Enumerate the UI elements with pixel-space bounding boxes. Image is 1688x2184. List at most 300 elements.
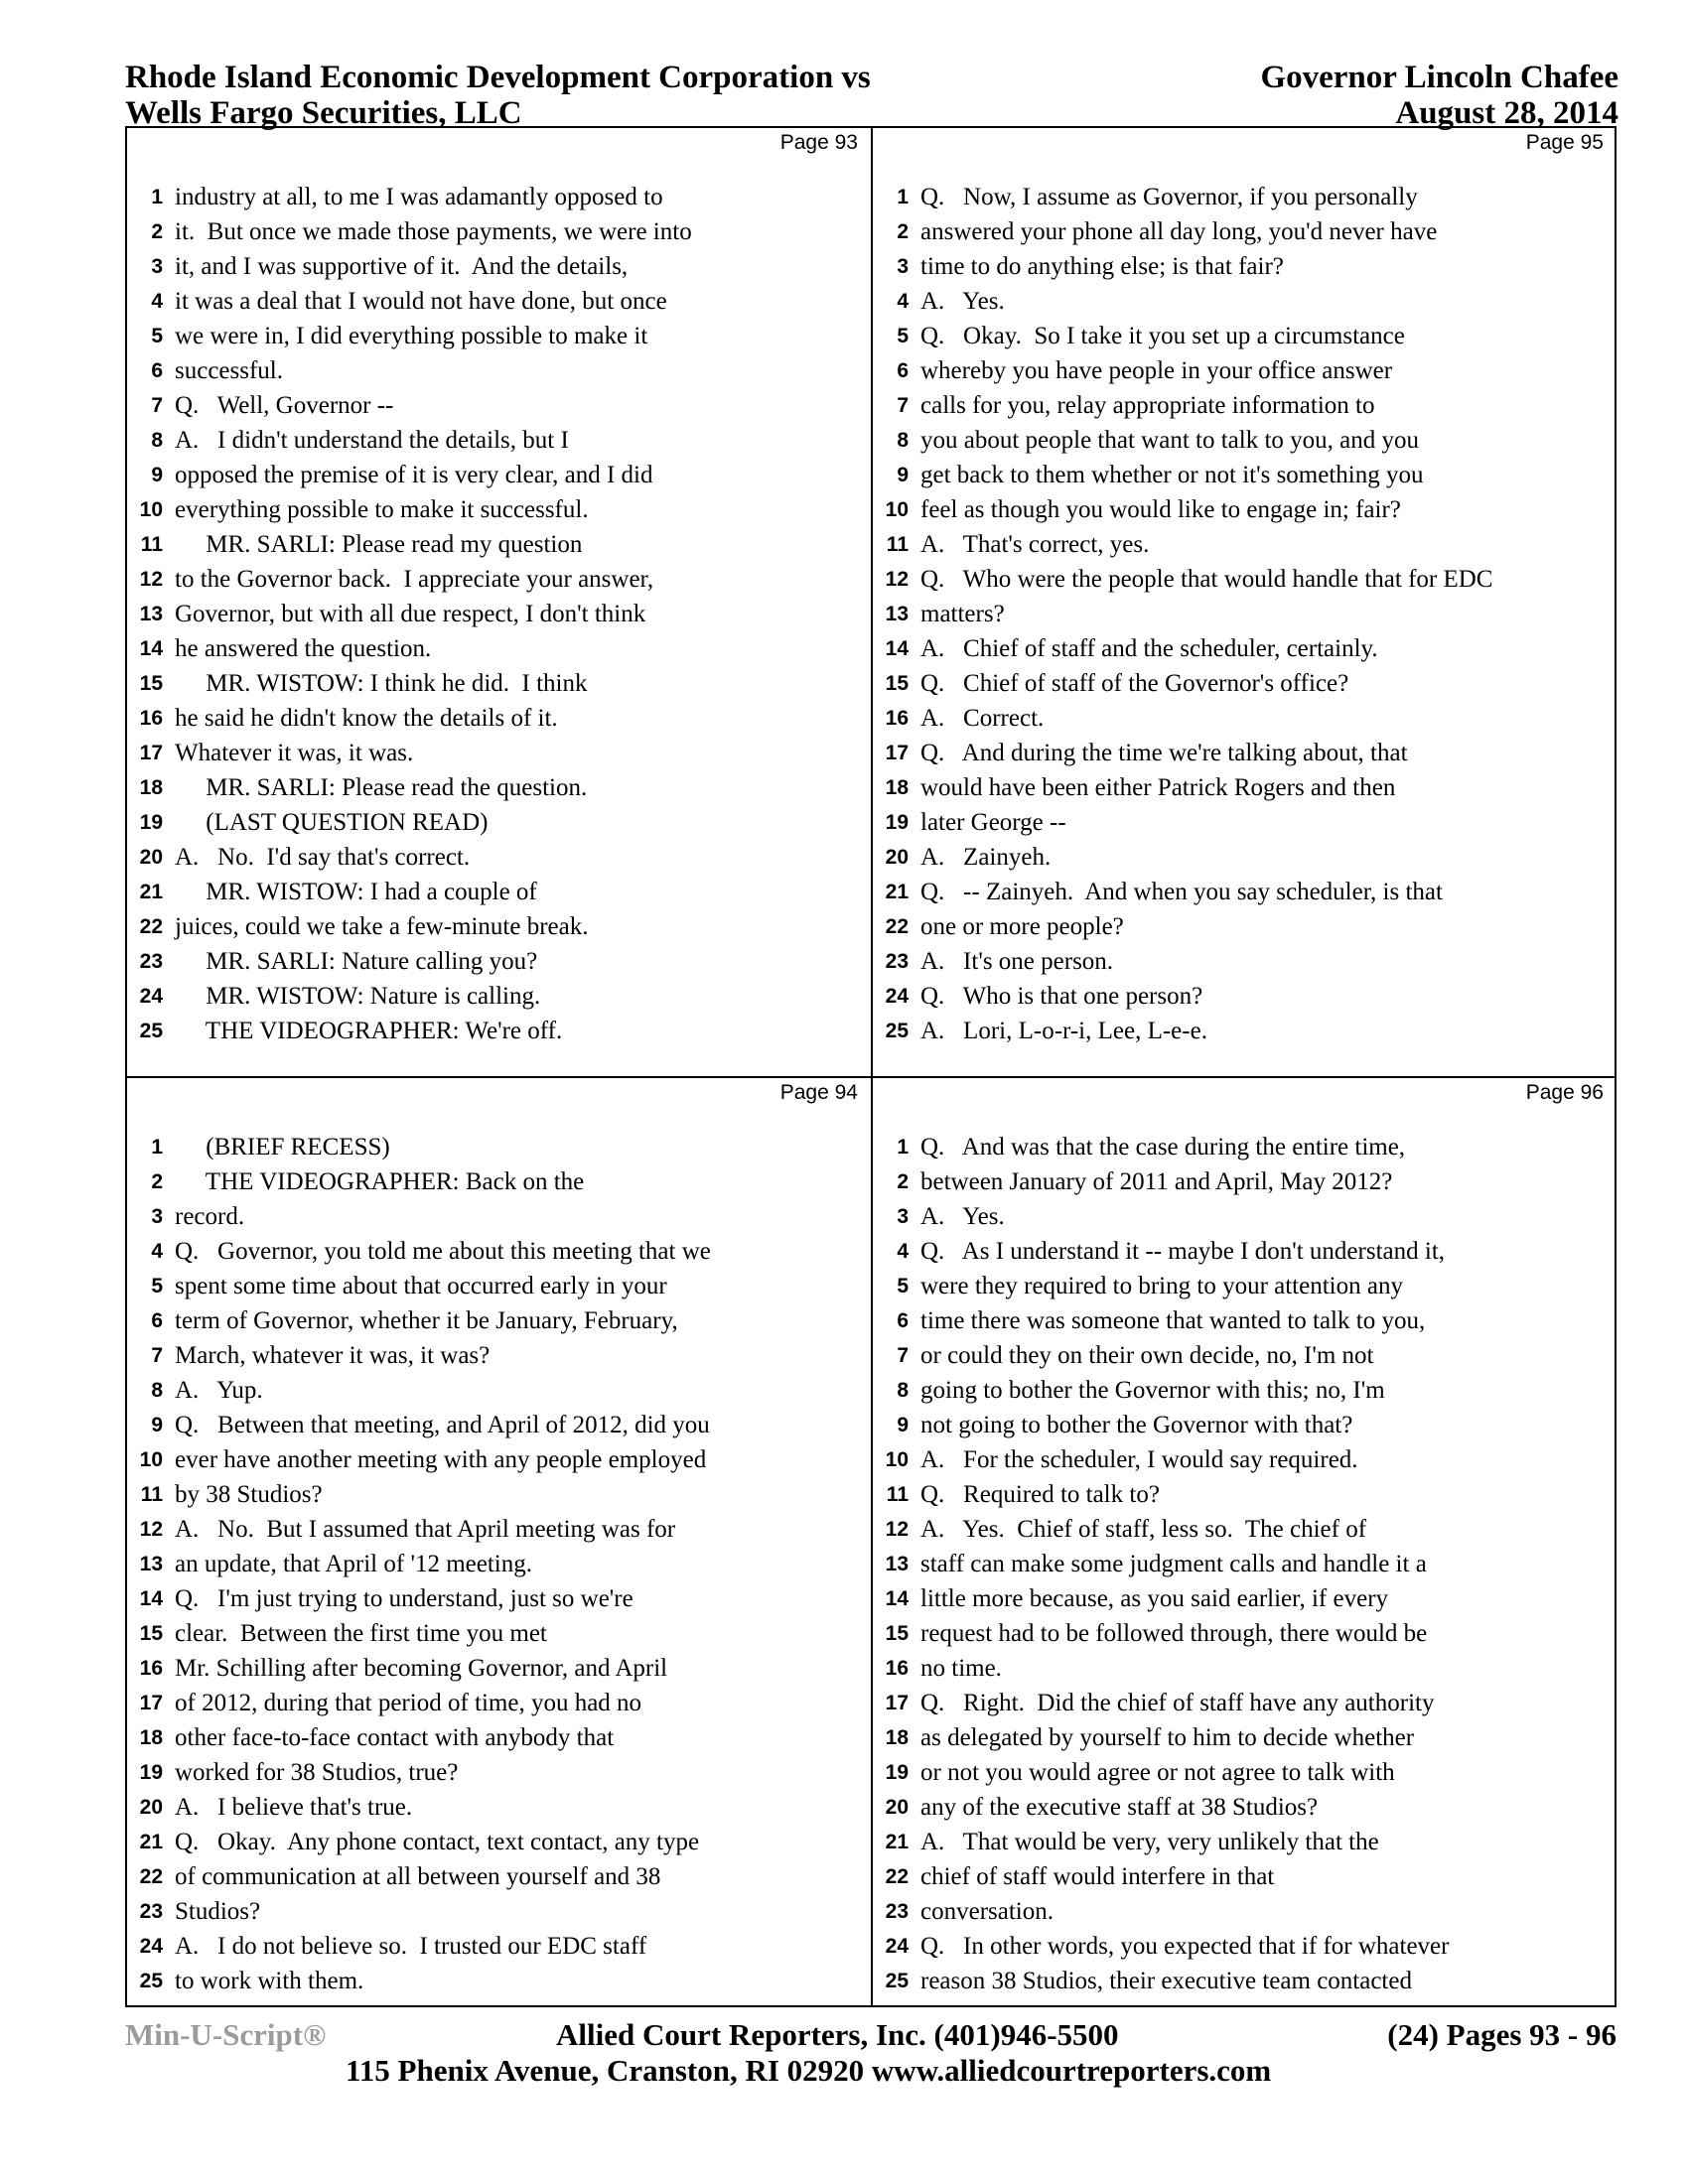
line-text: Mr. Schilling after becoming Governor, and April — [175, 1655, 668, 1682]
transcript-line — [127, 1477, 872, 1512]
line-number: 20 — [139, 846, 163, 869]
line-text: juices, could we take a few-minute break. — [175, 913, 589, 940]
transcript-line — [127, 944, 872, 979]
deponent-caption — [1260, 60, 1618, 131]
transcript-line — [873, 1199, 1618, 1234]
line-number: 4 — [897, 290, 909, 313]
line-number: 17 — [885, 1692, 909, 1714]
line-text: worked for 38 Studios, true? — [175, 1759, 459, 1786]
line-number: 15 — [139, 1622, 163, 1645]
transcript-line — [873, 875, 1618, 909]
transcript-line — [873, 1825, 1618, 1859]
transcript-line — [873, 1477, 1618, 1512]
line-text: A. Yes. Chief of staff, less so. The chief of — [920, 1516, 1367, 1543]
line-text: record. — [175, 1203, 245, 1230]
transcript-line — [127, 319, 872, 353]
line-text: Q. -- Zainyeh. And when you say scheduler, is that — [920, 879, 1443, 905]
line-text: of communication at all between yourself and 38 — [175, 1863, 661, 1890]
line-text: A. Yup. — [175, 1377, 263, 1404]
deponent-name: Governor Lincoln Chafee — [1260, 60, 1618, 95]
transcript-line — [127, 840, 872, 875]
line-number: 2 — [897, 220, 909, 243]
line-text: A. Chief of staff and the scheduler, certainly. — [920, 635, 1378, 662]
line-text: request had to be followed through, there would be — [920, 1620, 1428, 1647]
line-text: Q. I'm just trying to understand, just so we're — [175, 1585, 633, 1612]
transcript-line — [873, 736, 1618, 770]
line-number: 22 — [139, 1865, 163, 1888]
line-text: ever have another meeting with any people employed — [175, 1446, 707, 1473]
company-address: 115 Phenix Avenue, Cranston, RI 02920 www.alliedcourtreporters.com — [346, 2053, 1272, 2088]
transcript-line — [127, 527, 872, 562]
line-text: A. No. I'd say that's correct. — [175, 844, 471, 871]
transcript-line — [127, 1442, 872, 1477]
line-number: 8 — [897, 1379, 909, 1402]
line-text: Q. Chief of staff of the Governor's office? — [920, 670, 1349, 697]
line-text: Studios? — [175, 1898, 261, 1925]
line-number: 5 — [897, 1275, 909, 1297]
transcript-line — [127, 180, 872, 214]
line-number: 7 — [897, 394, 909, 417]
line-number: 1 — [151, 1136, 163, 1159]
line-number: 9 — [151, 1414, 163, 1436]
line-text: Q. Required to talk to? — [920, 1481, 1160, 1508]
line-text: it. But once we made those payments, we were into — [175, 218, 692, 245]
line-text: term of Governor, whether it be January, February, — [175, 1307, 678, 1334]
line-text: to the Governor back. I appreciate your answer, — [175, 566, 654, 593]
company-name: Allied Court Reporters, Inc. (401)946-5500 — [556, 2017, 1119, 2052]
line-number: 2 — [897, 1170, 909, 1193]
transcript-grid — [125, 126, 1617, 2007]
line-text: clear. Between the first time you met — [175, 1620, 547, 1647]
line-text: March, whatever it was, it was? — [175, 1342, 491, 1369]
line-text: spent some time about that occurred early in your — [175, 1273, 667, 1299]
line-number: 6 — [151, 359, 163, 382]
line-number: 20 — [885, 1796, 909, 1819]
line-number: 12 — [139, 1518, 163, 1541]
line-text: A. I didn't understand the details, but I — [175, 427, 569, 454]
line-number: 11 — [886, 1483, 909, 1506]
line-number: 19 — [885, 1761, 909, 1784]
line-text: (BRIEF RECESS) — [175, 1134, 390, 1160]
transcript-lines — [127, 1130, 872, 1998]
transcript-line — [127, 875, 872, 909]
transcript-line — [127, 666, 872, 701]
transcript-line — [127, 1130, 872, 1164]
line-number: 21 — [139, 1831, 163, 1853]
line-number: 20 — [139, 1796, 163, 1819]
transcript-lines — [873, 1130, 1618, 1998]
transcript-line — [873, 666, 1618, 701]
transcript-line — [127, 388, 872, 423]
line-text: Q. Who were the people that would handle that for EDC — [920, 566, 1493, 593]
line-number: 19 — [885, 811, 909, 834]
line-number: 16 — [139, 707, 163, 730]
line-number: 11 — [140, 1483, 163, 1506]
page-range: (24) Pages 93 - 96 — [1387, 2017, 1617, 2052]
line-number: 25 — [885, 1020, 909, 1042]
line-text: Q. Okay. Any phone contact, text contact, any type — [175, 1829, 700, 1855]
line-number: 18 — [885, 1726, 909, 1749]
transcript-line — [873, 1408, 1618, 1442]
page-number: Page 95 — [1525, 131, 1604, 154]
line-text: matters? — [920, 601, 1005, 627]
transcript-line — [873, 944, 1618, 979]
line-text: MR. WISTOW: I think he did. I think — [175, 670, 588, 697]
line-number: 13 — [139, 603, 163, 625]
line-number: 21 — [885, 1831, 909, 1853]
line-text: Q. Now, I assume as Governor, if you personally — [920, 184, 1418, 210]
line-text: Q. Well, Governor -- — [175, 392, 394, 419]
transcript-line — [127, 1303, 872, 1338]
transcript-line — [873, 1755, 1618, 1790]
transcript-line — [873, 805, 1618, 840]
transcript-line — [873, 1234, 1618, 1269]
transcript-line — [127, 1164, 872, 1199]
line-text: calls for you, relay appropriate information to — [920, 392, 1375, 419]
line-text: conversation. — [920, 1898, 1054, 1925]
transcript-line — [127, 423, 872, 458]
transcript-line — [873, 1859, 1618, 1894]
transcript-line — [127, 562, 872, 597]
transcript-line — [873, 597, 1618, 631]
line-number: 4 — [151, 1240, 163, 1263]
line-text: by 38 Studios? — [175, 1481, 323, 1508]
line-text: Q. And was that the case during the entire time, — [920, 1134, 1406, 1160]
line-text: A. Zainyeh. — [920, 844, 1052, 871]
line-text: were they required to bring to your attention any — [920, 1273, 1403, 1299]
line-text: reason 38 Studios, their executive team contacted — [920, 1968, 1412, 1994]
transcript-lines — [127, 180, 872, 1048]
line-text: get back to them whether or not it's something you — [920, 462, 1424, 488]
line-text: no time. — [920, 1655, 1002, 1682]
line-number: 11 — [886, 533, 909, 556]
line-text: of 2012, during that period of time, you had no — [175, 1690, 642, 1716]
transcript-line — [127, 214, 872, 249]
transcript-line — [127, 353, 872, 388]
line-number: 20 — [885, 846, 909, 869]
transcript-line — [127, 1014, 872, 1048]
line-number: 14 — [885, 637, 909, 660]
line-text: MR. SARLI: Please read my question — [175, 531, 583, 558]
line-text: Q. And during the time we're talking about, that — [920, 740, 1408, 766]
line-text: A. Yes. — [920, 1203, 1005, 1230]
line-text: going to bother the Governor with this; no, I'm — [920, 1377, 1385, 1404]
line-number: 11 — [140, 533, 163, 556]
line-number: 25 — [139, 1970, 163, 1992]
line-text: to work with them. — [175, 1968, 364, 1994]
transcript-line — [127, 1547, 872, 1581]
transcript-line — [873, 1894, 1618, 1929]
line-number: 8 — [151, 1379, 163, 1402]
line-number: 14 — [139, 1587, 163, 1610]
line-number: 15 — [885, 1622, 909, 1645]
line-number: 5 — [151, 325, 163, 347]
line-number: 8 — [897, 429, 909, 452]
transcript-line — [873, 1338, 1618, 1373]
line-number: 25 — [139, 1020, 163, 1042]
line-text: any of the executive staff at 38 Studios? — [920, 1794, 1319, 1821]
transcript-line — [873, 1964, 1618, 1998]
transcript-line — [127, 1512, 872, 1547]
line-text: between January of 2011 and April, May 2012? — [920, 1168, 1393, 1195]
transcript-line — [127, 1338, 872, 1373]
transcript-line — [127, 1686, 872, 1720]
brand-mark: Min-U-Script® — [125, 2017, 327, 2052]
transcript-line — [873, 527, 1618, 562]
line-text: Q. As I understand it -- maybe I don't understand it, — [920, 1238, 1446, 1265]
line-text: little more because, as you said earlier, if every — [920, 1585, 1389, 1612]
line-number: 21 — [139, 881, 163, 903]
line-number: 9 — [151, 464, 163, 486]
transcript-line — [127, 770, 872, 805]
line-number: 4 — [897, 1240, 909, 1263]
line-text: as delegated by yourself to him to decide whether — [920, 1724, 1415, 1751]
line-number: 15 — [885, 672, 909, 695]
line-text: one or more people? — [920, 913, 1124, 940]
transcript-line — [873, 631, 1618, 666]
transcript-line — [127, 1790, 872, 1825]
line-text: you about people that want to talk to you, and you — [920, 427, 1419, 454]
line-number: 16 — [139, 1657, 163, 1680]
transcript-line — [873, 1164, 1618, 1199]
transcript-line — [873, 1929, 1618, 1964]
line-text: Q. In other words, you expected that if for whatever — [920, 1933, 1450, 1960]
line-text: A. Yes. — [920, 288, 1005, 315]
line-number: 25 — [885, 1970, 909, 1992]
transcript-line — [873, 249, 1618, 284]
line-number: 2 — [151, 220, 163, 243]
line-number: 15 — [139, 672, 163, 695]
line-text: time there was someone that wanted to talk to you, — [920, 1307, 1426, 1334]
line-number: 6 — [897, 359, 909, 382]
line-number: 14 — [139, 637, 163, 660]
line-number: 17 — [139, 742, 163, 764]
line-number: 16 — [885, 1657, 909, 1680]
line-text: A. It's one person. — [920, 948, 1114, 975]
case-title-line2: Wells Fargo Securities, LLC — [125, 95, 522, 131]
transcript-line — [127, 1408, 872, 1442]
page-number: Page 96 — [1525, 1081, 1604, 1104]
line-number: 23 — [139, 950, 163, 973]
line-text: would have been either Patrick Rogers and then — [920, 774, 1396, 801]
line-text: not going to bother the Governor with that? — [920, 1412, 1353, 1438]
transcript-line — [873, 1014, 1618, 1048]
line-number: 5 — [897, 325, 909, 347]
line-text: he answered the question. — [175, 635, 432, 662]
transcript-line — [873, 1269, 1618, 1303]
line-text: A. Lori, L-o-r-i, Lee, L-e-e. — [920, 1018, 1207, 1044]
line-text: MR. SARLI: Nature calling you? — [175, 948, 538, 975]
transcript-line — [873, 423, 1618, 458]
line-text: whereby you have people in your office answer — [920, 357, 1393, 384]
transcript-page — [873, 128, 1618, 1073]
line-number: 8 — [151, 429, 163, 452]
line-text: MR. WISTOW: I had a couple of — [175, 879, 537, 905]
line-number: 3 — [151, 1205, 163, 1228]
transcript-line — [873, 180, 1618, 214]
page-number: Page 94 — [779, 1081, 858, 1104]
page-number: Page 93 — [779, 131, 858, 154]
line-text: he said he didn't know the details of it. — [175, 705, 558, 732]
line-number: 1 — [897, 1136, 909, 1159]
transcript-line — [127, 1894, 872, 1929]
line-number: 7 — [897, 1344, 909, 1367]
transcript-line — [873, 458, 1618, 492]
transcript-line — [127, 1964, 872, 1998]
transcript-line — [873, 1651, 1618, 1686]
transcript-line — [127, 284, 872, 319]
transcript-line — [127, 492, 872, 527]
transcript-line — [127, 458, 872, 492]
line-number: 24 — [139, 1935, 163, 1958]
line-number: 18 — [139, 776, 163, 799]
transcript-page — [873, 1078, 1618, 2023]
line-number: 9 — [897, 464, 909, 486]
line-text: A. That would be very, very unlikely that the — [920, 1829, 1379, 1855]
line-text: it was a deal that I would not have done, but once — [175, 288, 667, 315]
line-text: staff can make some judgment calls and handle it a — [920, 1551, 1427, 1577]
line-number: 1 — [151, 186, 163, 208]
transcript-line — [127, 1651, 872, 1686]
line-number: 14 — [885, 1587, 909, 1610]
line-number: 3 — [897, 255, 909, 278]
line-number: 10 — [885, 498, 909, 521]
transcript-line — [873, 388, 1618, 423]
line-text: Q. Between that meeting, and April of 2012, did you — [175, 1412, 710, 1438]
line-text: Whatever it was, it was. — [175, 740, 414, 766]
transcript-line — [873, 701, 1618, 736]
line-text: we were in, I did everything possible to make it — [175, 323, 648, 349]
line-text: THE VIDEOGRAPHER: We're off. — [175, 1018, 563, 1044]
transcript-line — [127, 805, 872, 840]
line-text: A. For the scheduler, I would say required. — [920, 1446, 1358, 1473]
line-text: A. That's correct, yes. — [920, 531, 1150, 558]
transcript-lines — [873, 180, 1618, 1048]
line-text: Q. Governor, you told me about this meeting that we — [175, 1238, 711, 1265]
line-text: or not you would agree or not agree to talk with — [920, 1759, 1395, 1786]
line-number: 12 — [885, 568, 909, 591]
transcript-line — [873, 770, 1618, 805]
transcript-line — [127, 979, 872, 1014]
line-number: 13 — [885, 603, 909, 625]
line-text: A. I believe that's true. — [175, 1794, 413, 1821]
transcript-line — [873, 562, 1618, 597]
line-text: it, and I was supportive of it. And the details, — [175, 253, 629, 280]
transcript-line — [127, 909, 872, 944]
line-text: everything possible to make it successful. — [175, 496, 589, 523]
transcript-line — [873, 1303, 1618, 1338]
transcript-line — [873, 1442, 1618, 1477]
transcript-line — [873, 979, 1618, 1014]
line-text: Q. Right. Did the chief of staff have any authority — [920, 1690, 1435, 1716]
line-number: 22 — [139, 915, 163, 938]
transcript-line — [127, 1929, 872, 1964]
transcript-line — [127, 701, 872, 736]
transcript-page — [127, 128, 872, 1073]
transcript-line — [127, 597, 872, 631]
transcript-line — [873, 909, 1618, 944]
line-text: (LAST QUESTION READ) — [175, 809, 489, 836]
line-text: opposed the premise of it is very clear, and I did — [175, 462, 653, 488]
transcript-line — [873, 1720, 1618, 1755]
line-number: 24 — [139, 985, 163, 1008]
line-number: 13 — [885, 1553, 909, 1575]
transcript-line — [127, 1581, 872, 1616]
line-text: successful. — [175, 357, 283, 384]
line-number: 3 — [897, 1205, 909, 1228]
line-text: Q. Okay. So I take it you set up a circumstance — [920, 323, 1405, 349]
line-text: other face-to-face contact with anybody that — [175, 1724, 615, 1751]
line-text: A. Correct. — [920, 705, 1045, 732]
line-number: 16 — [885, 707, 909, 730]
line-number: 7 — [151, 394, 163, 417]
line-number: 5 — [151, 1275, 163, 1297]
line-text: A. No. But I assumed that April meeting was for — [175, 1516, 676, 1543]
line-number: 6 — [897, 1309, 909, 1332]
deposition-date: August 28, 2014 — [1395, 95, 1618, 131]
transcript-line — [873, 1373, 1618, 1408]
transcript-line — [127, 736, 872, 770]
line-number: 23 — [139, 1900, 163, 1923]
transcript-line — [873, 1616, 1618, 1651]
line-number: 10 — [139, 1448, 163, 1471]
transcript-line — [873, 1512, 1618, 1547]
line-number: 18 — [885, 776, 909, 799]
transcript-line — [127, 1825, 872, 1859]
line-number: 4 — [151, 290, 163, 313]
line-text: answered your phone all day long, you'd never have — [920, 218, 1438, 245]
line-number: 24 — [885, 1935, 909, 1958]
transcript-line — [873, 284, 1618, 319]
transcript-line — [873, 1581, 1618, 1616]
transcript-line — [127, 1859, 872, 1894]
line-text: THE VIDEOGRAPHER: Back on the — [175, 1168, 585, 1195]
case-caption — [125, 60, 871, 131]
transcript-line — [127, 1234, 872, 1269]
line-number: 23 — [885, 1900, 909, 1923]
line-number: 12 — [139, 568, 163, 591]
case-title-line1: Rhode Island Economic Development Corporation vs — [125, 60, 871, 95]
line-text: later George -- — [920, 809, 1066, 836]
transcript-page — [127, 1078, 872, 2023]
transcript-line — [873, 1686, 1618, 1720]
transcript-line — [127, 631, 872, 666]
line-number: 2 — [151, 1170, 163, 1193]
transcript-line — [873, 1130, 1618, 1164]
transcript-line — [873, 353, 1618, 388]
transcript-line — [873, 492, 1618, 527]
line-number: 12 — [885, 1518, 909, 1541]
transcript-line — [127, 1199, 872, 1234]
line-text: MR. SARLI: Please read the question. — [175, 774, 588, 801]
line-number: 3 — [151, 255, 163, 278]
line-number: 19 — [139, 1761, 163, 1784]
line-text: A. I do not believe so. I trusted our EDC staff — [175, 1933, 647, 1960]
transcript-line — [127, 249, 872, 284]
line-number: 21 — [885, 881, 909, 903]
line-number: 10 — [885, 1448, 909, 1471]
line-text: MR. WISTOW: Nature is calling. — [175, 983, 541, 1010]
line-number: 22 — [885, 1865, 909, 1888]
line-text: Governor, but with all due respect, I don't think — [175, 601, 646, 627]
transcript-line — [127, 1720, 872, 1755]
line-text: or could they on their own decide, no, I'm not — [920, 1342, 1374, 1369]
line-number: 17 — [139, 1692, 163, 1714]
line-number: 22 — [885, 915, 909, 938]
line-number: 24 — [885, 985, 909, 1008]
transcript-line — [873, 319, 1618, 353]
line-number: 9 — [897, 1414, 909, 1436]
